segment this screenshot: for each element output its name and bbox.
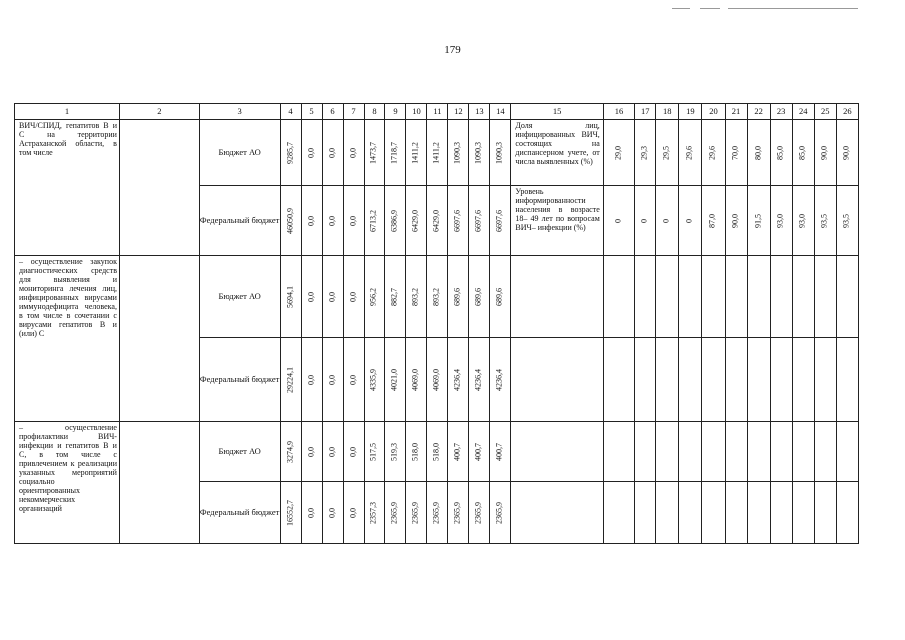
amount-value: 0,0 xyxy=(348,374,358,385)
target-value: 93,0 xyxy=(797,213,807,228)
target-cell xyxy=(770,338,792,422)
target-cell xyxy=(656,338,679,422)
amount-cell xyxy=(301,120,322,186)
target-value: 80,0 xyxy=(753,145,763,160)
target-cell xyxy=(635,186,656,256)
target-cell xyxy=(747,186,770,256)
target-cell xyxy=(814,256,836,338)
amount-value: 6386,9 xyxy=(389,209,399,232)
amount-value: 0,0 xyxy=(348,291,358,302)
target-cell xyxy=(814,338,836,422)
amount-value: 1090,3 xyxy=(452,141,462,164)
target-cell xyxy=(679,482,702,544)
amount-value: 518,0 xyxy=(410,442,420,461)
amount-value: 0,0 xyxy=(306,507,316,518)
target-cell xyxy=(702,120,725,186)
column-header-17: 17 xyxy=(635,104,656,120)
target-cell xyxy=(603,186,634,256)
amount-cell xyxy=(280,422,301,482)
amount-cell xyxy=(469,338,490,422)
funding-source: Бюджет АО xyxy=(199,256,280,338)
target-cell xyxy=(814,422,836,482)
target-cell xyxy=(702,256,725,338)
target-cell xyxy=(770,186,792,256)
table-row xyxy=(15,422,859,482)
amount-value: 893,2 xyxy=(410,287,420,306)
amount-value: 6697,6 xyxy=(452,209,462,232)
amount-cell xyxy=(385,422,406,482)
page-number: 179 xyxy=(444,44,461,56)
amount-value: 16552,7 xyxy=(285,499,295,526)
amount-cell xyxy=(343,482,364,544)
amount-value: 6697,6 xyxy=(494,209,504,232)
target-cell xyxy=(770,120,792,186)
target-value: 93,5 xyxy=(819,213,829,228)
target-cell xyxy=(725,256,747,338)
amount-cell xyxy=(301,482,322,544)
amount-value: 0,0 xyxy=(327,147,337,158)
amount-value: 5694,1 xyxy=(285,285,295,308)
amount-value: 2365,9 xyxy=(410,501,420,524)
amount-value: 956,2 xyxy=(369,287,379,306)
amount-cell xyxy=(364,256,385,338)
amount-value: 0,0 xyxy=(348,147,358,158)
amount-cell xyxy=(385,120,406,186)
amount-cell xyxy=(427,422,448,482)
amount-cell xyxy=(469,482,490,544)
column-header-22: 22 xyxy=(747,104,770,120)
amount-cell xyxy=(469,186,490,256)
amount-value: 4236,4 xyxy=(494,368,504,391)
target-cell xyxy=(836,256,858,338)
target-value: 70,0 xyxy=(730,145,740,160)
amount-value: 29224,1 xyxy=(285,366,295,393)
activity-description: ВИЧ/СПИД, гепатитов В и С на территории Астраханской области, в том числе xyxy=(15,120,120,256)
amount-cell xyxy=(343,338,364,422)
amount-value: 0,0 xyxy=(327,215,337,226)
target-cell xyxy=(635,338,656,422)
amount-value: 6429,0 xyxy=(431,209,441,232)
target-value: 87,0 xyxy=(707,213,717,228)
amount-cell xyxy=(427,256,448,338)
target-cell xyxy=(679,422,702,482)
amount-cell xyxy=(364,120,385,186)
amount-cell xyxy=(448,120,469,186)
column-header-16: 16 xyxy=(603,104,634,120)
target-cell xyxy=(747,482,770,544)
target-cell xyxy=(836,120,858,186)
scan-edge-line xyxy=(672,8,690,9)
amount-value: 1718,7 xyxy=(389,141,399,164)
target-cell xyxy=(792,186,814,256)
target-cell xyxy=(679,186,702,256)
target-cell xyxy=(702,338,725,422)
amount-cell xyxy=(385,256,406,338)
amount-value: 518,0 xyxy=(431,442,441,461)
target-cell xyxy=(747,422,770,482)
column-header-21: 21 xyxy=(725,104,747,120)
target-cell xyxy=(747,338,770,422)
target-cell xyxy=(656,256,679,338)
target-cell xyxy=(635,256,656,338)
funding-source: Бюджет АО xyxy=(199,120,280,186)
target-cell xyxy=(792,482,814,544)
amount-value: 882,7 xyxy=(389,287,399,306)
amount-value: 4021,0 xyxy=(389,368,399,391)
target-cell xyxy=(725,422,747,482)
amount-cell xyxy=(364,186,385,256)
budget-table xyxy=(14,103,859,544)
amount-cell xyxy=(364,482,385,544)
amount-cell xyxy=(448,422,469,482)
column-header-18: 18 xyxy=(656,104,679,120)
amount-value: 4335,9 xyxy=(369,368,379,391)
amount-cell xyxy=(280,256,301,338)
table-row xyxy=(15,120,859,186)
target-cell xyxy=(702,482,725,544)
amount-cell xyxy=(490,256,511,338)
amount-value: 0,0 xyxy=(348,507,358,518)
target-value: 29,5 xyxy=(661,145,671,160)
amount-cell xyxy=(301,338,322,422)
target-cell xyxy=(725,120,747,186)
column-header-15: 15 xyxy=(511,104,603,120)
target-value: 0 xyxy=(639,218,649,223)
amount-cell xyxy=(469,256,490,338)
target-value: 29,0 xyxy=(613,145,623,160)
amount-cell xyxy=(343,256,364,338)
amount-value: 2357,3 xyxy=(369,501,379,524)
target-value: 85,0 xyxy=(775,145,785,160)
target-cell xyxy=(635,120,656,186)
column-header-9: 9 xyxy=(385,104,406,120)
column-header-5: 5 xyxy=(301,104,322,120)
target-cell xyxy=(770,256,792,338)
amount-cell xyxy=(490,338,511,422)
target-cell xyxy=(814,186,836,256)
amount-value: 893,2 xyxy=(431,287,441,306)
amount-value: 3274,9 xyxy=(285,440,295,463)
amount-value: 517,5 xyxy=(369,442,379,461)
amount-cell xyxy=(406,338,427,422)
column-header-23: 23 xyxy=(770,104,792,120)
amount-cell xyxy=(448,338,469,422)
column-header-4: 4 xyxy=(280,104,301,120)
target-cell xyxy=(836,482,858,544)
activity-description: – осуществление закупок диагностических средств для выявления и мониторинга лечения лиц, инфицированных вирусами иммунодефицита человека, в том числе в сочетании с вирусами гепатитов В и (или) С xyxy=(15,256,120,422)
amount-cell xyxy=(406,256,427,338)
target-cell xyxy=(702,186,725,256)
target-cell xyxy=(679,338,702,422)
amount-value: 0,0 xyxy=(306,446,316,457)
target-cell xyxy=(603,422,634,482)
amount-cell xyxy=(301,186,322,256)
amount-cell xyxy=(343,186,364,256)
amount-value: 0,0 xyxy=(348,446,358,457)
target-cell xyxy=(792,338,814,422)
amount-value: 4236,4 xyxy=(452,368,462,391)
column-header-3: 3 xyxy=(199,104,280,120)
indicator-text: Уровень информированности населения в возрасте 18– 49 лет по вопросам ВИЧ– инфекции (%) xyxy=(511,186,603,256)
amount-cell xyxy=(322,338,343,422)
amount-cell xyxy=(301,422,322,482)
target-cell xyxy=(656,482,679,544)
target-value: 29,6 xyxy=(684,145,694,160)
amount-cell xyxy=(490,186,511,256)
target-value: 29,6 xyxy=(707,145,717,160)
amount-value: 9285,7 xyxy=(285,141,295,164)
column-header-20: 20 xyxy=(702,104,725,120)
column-header-2: 2 xyxy=(119,104,199,120)
target-cell xyxy=(656,422,679,482)
amount-cell xyxy=(469,120,490,186)
target-value: 90,0 xyxy=(819,145,829,160)
column-header-14: 14 xyxy=(490,104,511,120)
empty-cell xyxy=(119,422,199,544)
target-cell xyxy=(702,422,725,482)
funding-source: Федеральный бюджет xyxy=(199,186,280,256)
target-cell xyxy=(603,482,634,544)
amount-cell xyxy=(322,120,343,186)
amount-cell xyxy=(427,186,448,256)
amount-value: 1411,2 xyxy=(431,141,441,164)
amount-cell xyxy=(322,256,343,338)
amount-cell xyxy=(385,482,406,544)
amount-value: 400,7 xyxy=(494,442,504,461)
amount-cell xyxy=(322,186,343,256)
column-header-24: 24 xyxy=(792,104,814,120)
amount-value: 689,6 xyxy=(452,287,462,306)
target-cell xyxy=(836,338,858,422)
funding-source: Федеральный бюджет xyxy=(199,338,280,422)
empty-cell xyxy=(119,256,199,422)
indicator-text xyxy=(511,422,603,482)
amount-value: 6429,0 xyxy=(410,209,420,232)
amount-cell xyxy=(406,120,427,186)
target-cell xyxy=(635,482,656,544)
empty-cell xyxy=(119,120,199,256)
amount-value: 689,6 xyxy=(473,287,483,306)
indicator-text xyxy=(511,338,603,422)
amount-cell xyxy=(427,482,448,544)
column-header-11: 11 xyxy=(427,104,448,120)
target-cell xyxy=(792,120,814,186)
target-cell xyxy=(603,338,634,422)
amount-value: 6697,6 xyxy=(473,209,483,232)
amount-value: 0,0 xyxy=(327,374,337,385)
amount-cell xyxy=(364,422,385,482)
target-cell xyxy=(603,256,634,338)
amount-value: 519,3 xyxy=(389,442,399,461)
target-cell xyxy=(747,120,770,186)
target-cell xyxy=(679,120,702,186)
amount-cell xyxy=(385,186,406,256)
target-value: 90,0 xyxy=(841,145,851,160)
amount-cell xyxy=(490,120,511,186)
amount-cell xyxy=(301,256,322,338)
scan-edge-line xyxy=(700,8,720,9)
column-header-7: 7 xyxy=(343,104,364,120)
amount-value: 0,0 xyxy=(327,291,337,302)
amount-value: 0,0 xyxy=(306,291,316,302)
amount-cell xyxy=(322,482,343,544)
amount-cell xyxy=(448,256,469,338)
amount-cell xyxy=(448,482,469,544)
column-header-25: 25 xyxy=(814,104,836,120)
column-header-13: 13 xyxy=(469,104,490,120)
activity-description: – осуществление профилактики ВИЧ-инфекции и гепатитов В и С, в том числе с привлечением к реализации указанных мероприятий социально ориентированных некоммерческих организаций xyxy=(15,422,120,544)
target-cell xyxy=(836,422,858,482)
amount-cell xyxy=(280,186,301,256)
table-row xyxy=(15,256,859,338)
column-header-1: 1 xyxy=(15,104,120,120)
amount-cell xyxy=(406,422,427,482)
amount-value: 4069,0 xyxy=(431,368,441,391)
amount-value: 6713,2 xyxy=(369,209,379,232)
amount-value: 0,0 xyxy=(306,147,316,158)
target-cell xyxy=(725,186,747,256)
amount-cell xyxy=(364,338,385,422)
amount-value: 2365,9 xyxy=(473,501,483,524)
target-value: 90,0 xyxy=(730,213,740,228)
amount-cell xyxy=(406,186,427,256)
header-row xyxy=(15,104,859,120)
target-value: 0 xyxy=(684,218,694,223)
amount-value: 2365,9 xyxy=(389,501,399,524)
amount-value: 0,0 xyxy=(327,507,337,518)
amount-value: 1090,3 xyxy=(494,141,504,164)
scan-edge-line xyxy=(728,8,858,9)
target-cell xyxy=(603,120,634,186)
amount-cell xyxy=(427,120,448,186)
column-header-12: 12 xyxy=(448,104,469,120)
amount-value: 1090,3 xyxy=(473,141,483,164)
target-value: 93,0 xyxy=(775,213,785,228)
amount-cell xyxy=(448,186,469,256)
column-header-26: 26 xyxy=(836,104,858,120)
amount-cell xyxy=(469,422,490,482)
amount-cell xyxy=(427,338,448,422)
target-cell xyxy=(770,422,792,482)
amount-cell xyxy=(343,422,364,482)
target-value: 29,3 xyxy=(639,145,649,160)
column-header-10: 10 xyxy=(406,104,427,120)
amount-value: 400,7 xyxy=(452,442,462,461)
column-header-19: 19 xyxy=(679,104,702,120)
amount-cell xyxy=(490,482,511,544)
indicator-text xyxy=(511,482,603,544)
target-cell xyxy=(656,186,679,256)
amount-cell xyxy=(280,120,301,186)
funding-source: Бюджет АО xyxy=(199,422,280,482)
target-cell xyxy=(635,422,656,482)
amount-value: 0,0 xyxy=(348,215,358,226)
target-cell xyxy=(656,120,679,186)
amount-value: 4069,0 xyxy=(410,368,420,391)
amount-value: 400,7 xyxy=(473,442,483,461)
target-cell xyxy=(679,256,702,338)
target-cell xyxy=(770,482,792,544)
target-cell xyxy=(814,120,836,186)
indicator-text: Доля лиц, инфицированных ВИЧ, состоящих на диспансерном учете, от числа выявленных (%) xyxy=(511,120,603,186)
target-value: 0 xyxy=(613,218,623,223)
target-value: 0 xyxy=(661,218,671,223)
amount-cell xyxy=(490,422,511,482)
amount-value: 0,0 xyxy=(327,446,337,457)
target-cell xyxy=(836,186,858,256)
column-header-8: 8 xyxy=(364,104,385,120)
target-cell xyxy=(792,422,814,482)
amount-value: 689,6 xyxy=(494,287,504,306)
funding-source: Федеральный бюджет xyxy=(199,482,280,544)
column-header-6: 6 xyxy=(322,104,343,120)
amount-value: 0,0 xyxy=(306,215,316,226)
amount-value: 4236,4 xyxy=(473,368,483,391)
amount-cell xyxy=(280,482,301,544)
amount-value: 0,0 xyxy=(306,374,316,385)
amount-cell xyxy=(343,120,364,186)
amount-value: 2365,9 xyxy=(431,501,441,524)
amount-value: 2365,9 xyxy=(452,501,462,524)
amount-cell xyxy=(280,338,301,422)
amount-value: 1473,7 xyxy=(369,141,379,164)
target-value: 91,5 xyxy=(753,213,763,228)
target-value: 85,0 xyxy=(797,145,807,160)
amount-value: 2365,9 xyxy=(494,501,504,524)
amount-cell xyxy=(406,482,427,544)
target-cell xyxy=(792,256,814,338)
target-value: 93,5 xyxy=(841,213,851,228)
amount-value: 1411,2 xyxy=(410,141,420,164)
target-cell xyxy=(725,338,747,422)
amount-cell xyxy=(322,422,343,482)
amount-cell xyxy=(385,338,406,422)
amount-value: 46050,9 xyxy=(285,207,295,234)
target-cell xyxy=(747,256,770,338)
target-cell xyxy=(814,482,836,544)
indicator-text xyxy=(511,256,603,338)
target-cell xyxy=(725,482,747,544)
